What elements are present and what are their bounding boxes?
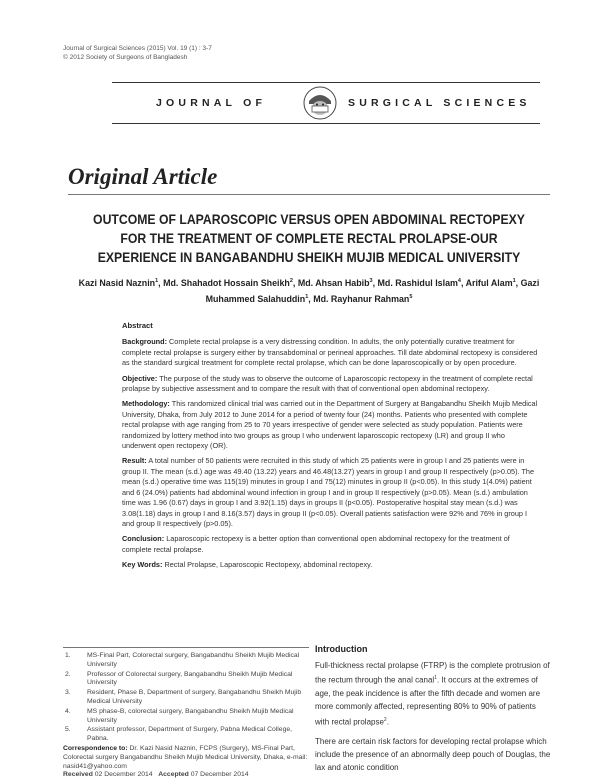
divider [68,194,550,195]
author-separator: , [460,277,466,288]
author-affiliation-marker: 1 [512,278,516,284]
author-name: Gazi Muhammed Salahuddin [205,277,540,304]
abstract-heading: Abstract [122,321,153,330]
author-affiliation-marker: 1 [155,278,159,284]
author-list [68,274,550,306]
title-line: FOR THE TREATMENT OF COMPLETE RECTAL PROLAPSE-OUR [120,231,498,246]
author-affiliation-marker: 5 [409,293,413,300]
introduction-section [315,643,552,780]
abstract-keywords: Key Words: Rectal Prolapse, Laparoscopic Rectopexy, abdominal rectopexy. [122,560,373,570]
footnote-item: 3. Resident, Phase B, Department of surgery, Bangabandhu Sheikh Mujib Medical University [65,689,302,705]
abstract-result: Result: A total number of 50 patients were recruited in this study of which 25 patients were in group I and 25 patients were in group II. The mean (s.d.) age was 49.40 (13.22) years and 46.48(13.27) years in group I and group II respectively (p>0.05). The mean (s.d.) operative time was 115(19) minutes in group I and 75(12) minutes in group II (p<0.05). In this study 1(4.0%) patient and 6 (24.0%) patients had abdominal wound infection in group I and in group II respectively (p>0.05). Mean (s.d.) ambulation time was 1.96 (0.67) days in group I and 3.92(1.15) days in groups II (p<0.05). Postoperative hospital stay mean (s.d.) was 3.08(1.18) days in group I and 8.16(3.57) days in group II (p<0.05). Overall patients satisfaction were 92% and 76% in group I and group II respectively (p>0.05). [122,456,535,528]
introduction-paragraph: There are certain risk factors for developing rectal prolapse which include the presence of an abnormally deep pouch of Douglas, the lax and atonic condition [315,736,551,772]
footnote-item: 1. MS-Final Part, Colorectal surgery, Bangabandhu Sheikh Mujib Medical University [65,652,300,668]
author-name: Kazi Nasid Naznin [78,277,156,288]
author-name: Md. Shahadot Hossain Sheikh [163,277,290,288]
title-line: EXPERIENCE IN BANGABANDHU SHEIKH MUJIB MEDICAL UNIVERSITY [97,250,521,265]
introduction-paragraph: Full-thickness rectal prolapse (FTRP) is the complete protrusion of the rectum through the anal canal$^1$. It occurs at the extremes of age, the peak incidence is after the fifth decade and women are more commonly affected, representing 80% to 90% of patients with rectal prolapse$^2$. [315,661,550,727]
author-affiliation-marker: 3 [369,278,373,284]
article-title [92,210,526,267]
received-accepted-dates: Received 02 December 2014 Accepted 07 December 2014 [63,771,249,779]
title-line: OUTCOME OF LAPAROSCOPIC VERSUS OPEN ABDOMINAL RECTOPEXY [93,212,525,227]
surgeon-head-logo-icon [302,85,338,121]
abstract-conclusion: Conclusion: Laparoscopic rectopexy is a better option than conventional open abdominal rectopexy for the treatment of complete rectal prolapse. [122,534,510,554]
author-separator: , [372,277,378,288]
footnote-divider [63,647,309,648]
journal-banner [112,82,540,124]
copyright-line: © 2012 Society of Surgeons of Bangladesh [63,54,188,61]
article-type-heading: Original Article [68,164,218,189]
author-name: Md. Rayhanur Rahman [313,293,410,304]
journal-reference: Journal of Surgical Sciences (2015) Vol. 19 (1) : 3-7 [63,45,212,52]
abstract [122,321,538,576]
author-separator: , [292,277,298,288]
banner-right-text: SURGICAL SCIENCES [348,97,531,109]
footnotes [63,652,313,780]
abstract-objective: Objective: The purpose of the study was to observe the outcome of Laparoscopic rectopexy in the treatment of complete rectal prolapse by subjective assessment and to compare the result with that of conventional open abdominal rectopexy. [122,373,533,394]
author-affiliation-marker: 2 [289,278,293,284]
correspondence: Correspondence to: Dr. Kazi Nasid Naznin, FCPS (Surgery), MS-Final Part, Colorectal surgery Bangabandhu Sheikh Mujib Medical University, Dhaka, e-mail: nasid41@yahoo.com [63,744,308,770]
footnote-item: 4. MS phase-B, colorectal surgery, Bangabandhu Sheikh Mujib Medical University [65,707,294,724]
author-name: Ariful Alam [465,277,513,288]
author-affiliation-marker: 1 [305,293,309,300]
author-affiliation-marker: 4 [457,278,461,284]
footnote-item: 5. Assistant professor, Department of Surgery, Pabna Medical College, Pabna. [65,726,293,743]
author-separator: , [158,277,164,288]
abstract-background: Background: Complete rectal prolapse is a very distressing condition. In adults, the only potentially curative treatment for complete rectal prolapse is surgery either by transabdominal or perineal approaches. Till date abdominal rectopexy is considered as the standard surgical treatment for complete rectal prolapse, which can be done laparoscopically or by open procedure. [122,337,538,368]
banner-left-text: JOURNAL OF [156,97,267,109]
author-name: Md. Rashidul Islam [377,277,458,288]
introduction-heading: Introduction [315,644,368,654]
author-name: Md. Ahsan Habib [297,277,370,288]
author-separator: , [515,277,521,288]
author-separator: , [308,293,314,304]
journal-meta [63,44,212,62]
abstract-methodology: Methodology: This randomized clinical trial was carried out in the Department of Surgery at Bangabandhu Sheikh Mujib Medical University, Dhaka, from July 2012 to June 2014 for a period of twenty four (24) months. Patients who presented with complete rectal prolapse with age ranging from 25 to 70 years irrespective of gender were selected as study population. Patients were randomized by lottery method into two groups as group I who underwent laparoscopic rectopexy (LR) and group II who underwent open rectopexy (OR). [122,399,538,451]
footnote-item: 2. Professor of Colorectal surgery, Bangabandhu Sheikh Mujib Medical University [65,670,293,687]
